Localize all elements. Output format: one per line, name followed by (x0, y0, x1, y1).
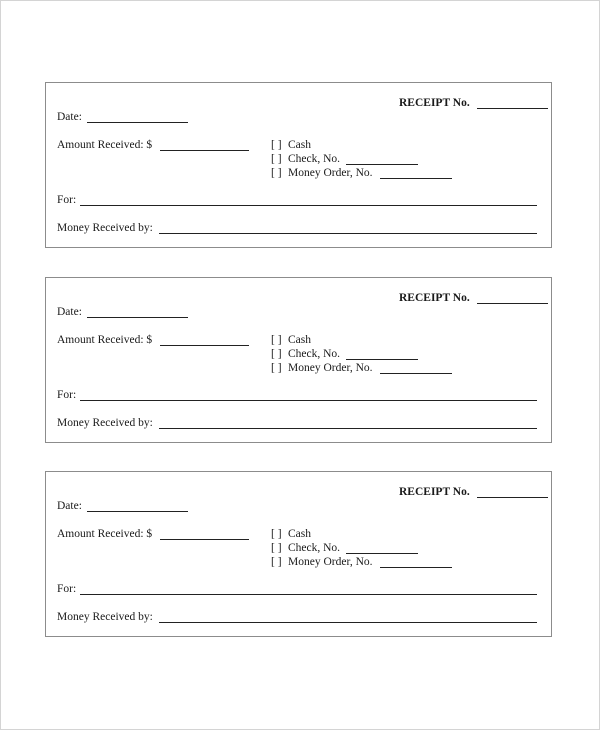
cash-label: Cash (288, 528, 311, 540)
receipt-no-label: RECEIPT No. (399, 97, 470, 109)
amount-field[interactable] (160, 345, 249, 346)
cash-label: Cash (288, 139, 311, 151)
receipt-card (45, 471, 552, 637)
cash-checkbox[interactable]: [ ] (271, 334, 282, 346)
receipt-card (45, 277, 552, 443)
money-order-number-field[interactable] (380, 178, 452, 179)
cash-checkbox[interactable]: [ ] (271, 528, 282, 540)
receipt-no-field[interactable] (477, 497, 548, 498)
money-order-number-field[interactable] (380, 567, 452, 568)
check-number-field[interactable] (346, 164, 418, 165)
money-order-label: Money Order, No. (288, 167, 373, 179)
amount-label: Amount Received: $ (57, 139, 153, 151)
for-field[interactable] (80, 205, 537, 206)
receipt-no-label: RECEIPT No. (399, 486, 470, 498)
received-by-label: Money Received by: (57, 417, 153, 429)
date-field[interactable] (87, 511, 188, 512)
date-label: Date: (57, 111, 82, 123)
check-number-field[interactable] (346, 359, 418, 360)
check-label: Check, No. (288, 542, 341, 554)
for-label: For: (57, 583, 77, 595)
amount-field[interactable] (160, 150, 249, 151)
check-checkbox[interactable]: [ ] (271, 153, 282, 165)
for-label: For: (57, 194, 77, 206)
cash-label: Cash (288, 334, 311, 346)
receipt-no-field[interactable] (477, 108, 548, 109)
receipt-no-field[interactable] (477, 303, 548, 304)
check-number-field[interactable] (346, 553, 418, 554)
check-label: Check, No. (288, 348, 341, 360)
for-field[interactable] (80, 400, 537, 401)
amount-label: Amount Received: $ (57, 334, 153, 346)
date-field[interactable] (87, 122, 188, 123)
date-label: Date: (57, 500, 82, 512)
for-field[interactable] (80, 594, 537, 595)
received-by-field[interactable] (159, 622, 537, 623)
money-order-label: Money Order, No. (288, 556, 373, 568)
received-by-field[interactable] (159, 233, 537, 234)
received-by-label: Money Received by: (57, 611, 153, 623)
for-label: For: (57, 389, 77, 401)
money-order-checkbox[interactable]: [ ] (271, 362, 282, 374)
money-order-checkbox[interactable]: [ ] (271, 167, 282, 179)
date-field[interactable] (87, 317, 188, 318)
receipt-no-label: RECEIPT No. (399, 292, 470, 304)
cash-checkbox[interactable]: [ ] (271, 139, 282, 151)
money-order-label: Money Order, No. (288, 362, 373, 374)
check-checkbox[interactable]: [ ] (271, 348, 282, 360)
check-checkbox[interactable]: [ ] (271, 542, 282, 554)
amount-field[interactable] (160, 539, 249, 540)
date-label: Date: (57, 306, 82, 318)
check-label: Check, No. (288, 153, 341, 165)
received-by-field[interactable] (159, 428, 537, 429)
money-order-number-field[interactable] (380, 373, 452, 374)
money-order-checkbox[interactable]: [ ] (271, 556, 282, 568)
receipt-card (45, 82, 552, 248)
received-by-label: Money Received by: (57, 222, 153, 234)
amount-label: Amount Received: $ (57, 528, 153, 540)
